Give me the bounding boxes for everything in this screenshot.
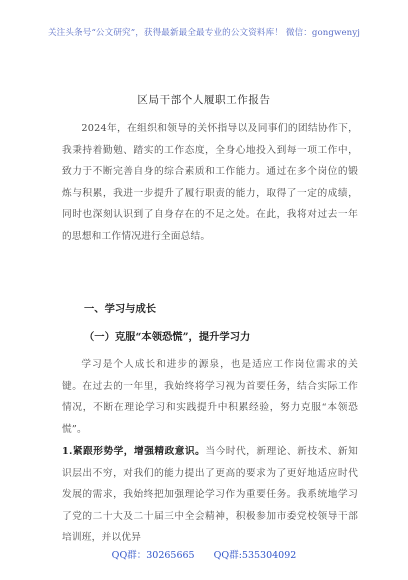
section-heading: 一、学习与成长 bbox=[84, 303, 157, 315]
paragraph-body: 当今时代，新理论、新技术、新知识层出不穷，对我们的能力提出了更高的要求为了更好地适应时代发展的需求，我始终把加强理论学习作为重要任务。我系统地学习了党的二十大及二十届三中全会精神，积极参加市委党校领导干部培训班，并以优异 bbox=[62, 446, 358, 543]
qq-group-2: QQ群:535304092 bbox=[213, 550, 297, 561]
follow-trend-paragraph bbox=[62, 441, 358, 549]
document-title: 区局干部个人履职工作报告 bbox=[137, 94, 271, 106]
footer-qq-groups bbox=[0, 547, 408, 561]
header-banner: 关注头条号“公文研究”，获得最新最全最专业的公文资料库！ 微信：gongwenyj bbox=[47, 28, 361, 38]
intro-paragraph: 2024年，在组织和领导的关怀指导以及同事们的团结协作下，我秉持着勤勉、踏实的工作态度，全身心地投入到每一项工作中，致力于不断完善自身的综合素质和工作能力。通过在多个岗位的锻炼与积累，我进一步提升了履行职责的能力，取得了一定的成绩，同时也深刻认识到了自身存在的不足之处。在此，我将对过去一年的思想和工作情况进行全面总结。 bbox=[62, 123, 358, 242]
paragraph-lead: 1.紧跟形势学，增强精政意识。 bbox=[62, 446, 206, 457]
qq-group-1: QQ群：30265665 bbox=[111, 550, 195, 561]
subsection-heading: （一）克服“本领恐慌”，提升学习力 bbox=[84, 331, 251, 343]
study-paragraph: 学习是个人成长和进步的源泉，也是适应工作岗位需求的关键。在过去的一年里，我始终将学习视为首要任务，结合实际工作情况，不断在理论学习和实践提升中积累经验，努力克服“本领恐慌”。 bbox=[62, 359, 358, 435]
